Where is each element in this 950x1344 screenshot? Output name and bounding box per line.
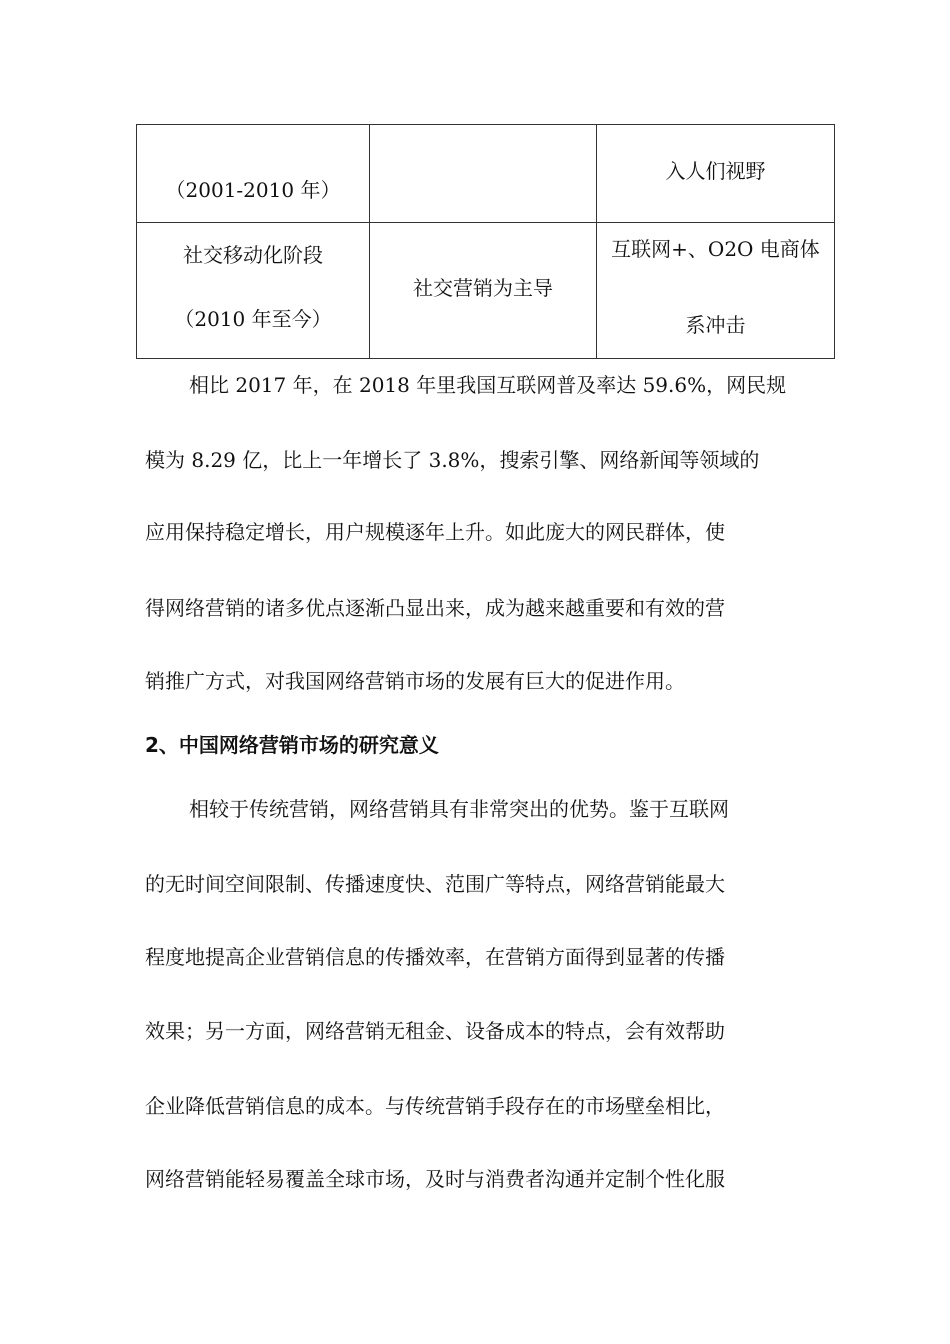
table-cell-impact <box>597 125 835 223</box>
feature-text: 社交营销为主导 <box>413 276 553 300</box>
stage-period-text: （2001-2010 年） <box>165 178 341 202</box>
section-heading: 2、中国网络营销市场的研究意义 <box>145 733 439 757</box>
paragraph-line: 网络营销能轻易覆盖全球市场，及时与消费者沟通并定制个性化服 <box>145 1167 725 1191</box>
stage-period-text: （2010 年至今） <box>174 307 332 331</box>
table-cell-stage <box>137 223 370 359</box>
paragraph-line: 效果；另一方面，网络营销无租金、设备成本的特点，会有效帮助 <box>145 1019 725 1043</box>
paragraph-line: 得网络营销的诸多优点逐渐凸显出来，成为越来越重要和有效的营 <box>145 596 725 620</box>
paragraph-line: 销推广方式，对我国网络营销市场的发展有巨大的促进作用。 <box>145 669 685 693</box>
paragraph-line: 的无时间空间限制、传播速度快、范围广等特点，网络营销能最大 <box>145 872 725 896</box>
impact-text: 系冲击 <box>685 313 746 337</box>
development-stage-table <box>136 124 835 359</box>
paragraph-line: 程度地提高企业营销信息的传播效率，在营销方面得到显著的传播 <box>145 945 725 969</box>
paragraph-line: 企业降低营销信息的成本。与传统营销手段存在的市场壁垒相比， <box>145 1094 725 1118</box>
paragraph-line: 相比 2017 年，在 2018 年里我国互联网普及率达 59.6%，网民规 <box>189 373 787 397</box>
table-cell-feature <box>370 223 597 359</box>
paragraph-line: 模为 8.29 亿，比上一年增长了 3.8%，搜索引擎、网络新闻等领域的 <box>145 448 760 472</box>
paragraph-line: 相较于传统营销，网络营销具有非常突出的优势。鉴于互联网 <box>189 797 729 821</box>
impact-text: 入人们视野 <box>665 159 766 183</box>
paragraph-line: 应用保持稳定增长，用户规模逐年上升。如此庞大的网民群体，使 <box>145 520 725 544</box>
table-cell-impact <box>597 223 835 359</box>
stage-name-text: 社交移动化阶段 <box>183 243 323 267</box>
table-row <box>137 125 835 223</box>
table-row <box>137 223 835 359</box>
impact-text: 互联网+、O2O 电商体 <box>611 237 820 261</box>
table-cell-stage <box>137 125 370 223</box>
table-cell-feature <box>370 125 597 223</box>
